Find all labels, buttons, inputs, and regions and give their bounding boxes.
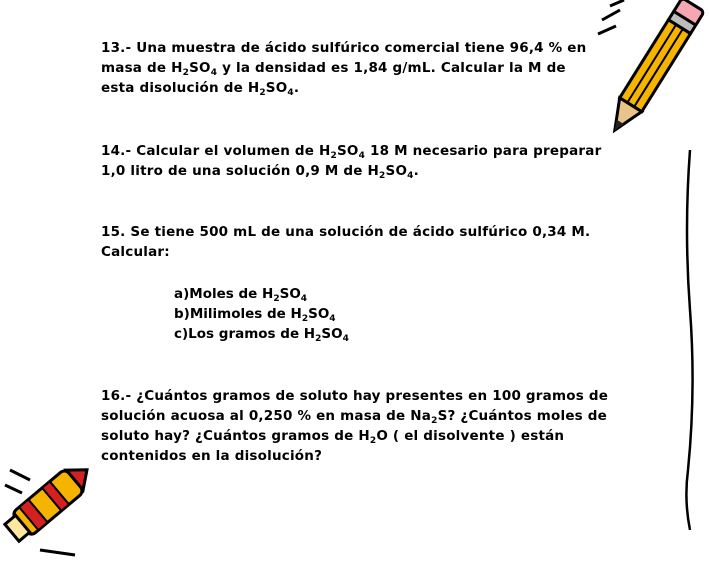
q15-line-2: Calcular: [101,244,170,260]
question-16 [101,386,661,466]
q16-line-3: soluto hay? ¿Cuántos gramos de $H_2O$ ( el disolvente ) están [101,428,565,446]
q14-line-2: 1,0 litro de una solución 0,9 M de $H_2SO_4$. [101,163,419,181]
q15-item-a: a)Moles de $H_2SO_4$ [174,286,308,304]
q13-line-3: esta disolución de $H_2SO_4$. [101,80,300,98]
q13-line-2: masa de $H_2SO_4$ y la densidad es 1,84 g/mL. Calcular la M de [101,60,566,78]
q15-sublist [174,284,349,344]
question-13 [101,38,661,98]
q13-line-1: 13.- Una muestra de ácido sulfúrico comercial tiene 96,4 % en [101,40,587,56]
scribble-lines-icon [660,150,705,530]
question-14 [101,141,661,181]
q15-item-b: b)Milimoles de $H_2SO_4$ [174,306,336,324]
q16-line-4: contenidos en la disolución? [101,448,323,464]
q16-line-1: 16.- ¿Cuántos gramos de soluto hay presentes en 100 gramos de [101,388,609,404]
q15-line-1: 15. Se tiene 500 mL de una solución de ácido sulfúrico 0,34 M. [101,224,591,240]
q14-line-1: 14.- Calcular el volumen de $H_2SO_4$ 18 M necesario para preparar [101,143,602,161]
crayon-clipart-icon [0,455,110,567]
q16-line-2: solución acuosa al 0,250 % en masa de $Na_2S$? ¿Cuántos moles de [101,408,608,426]
pencil-clipart-icon [590,0,709,145]
q15-item-c: c)Los gramos de $H_2SO_4$ [174,326,349,344]
question-15 [101,222,661,262]
